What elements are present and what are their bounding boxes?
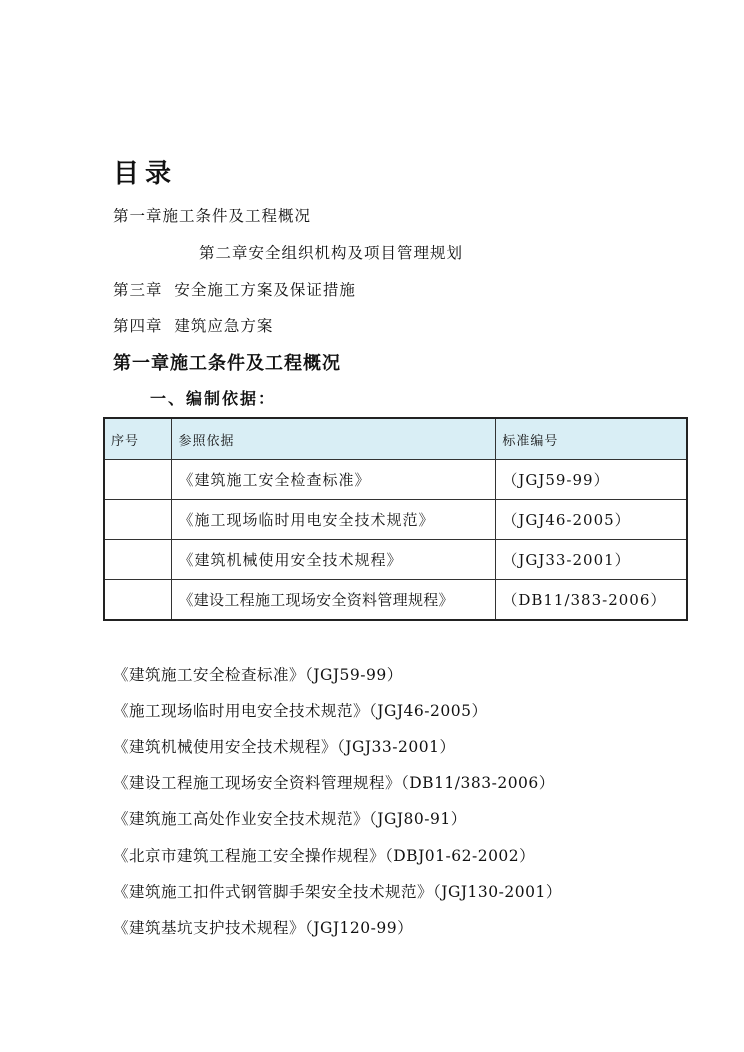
table-row [104,460,687,500]
cell-reference: 《建筑施工安全检查标准》 [172,460,496,500]
reference-line: 《建筑施工扣件式钢管脚手架安全技术规范》（JGJ130-2001） [113,883,562,901]
cell-standard-code: （DB11/383-2006） [496,580,687,621]
toc-item-chapter-2[interactable]: 第二章安全组织机构及项目管理规划 [199,244,464,262]
toc-title: 目录 [113,159,178,189]
header-reference: 参照依据 [172,418,496,460]
table-row [104,500,687,540]
cell-index [104,500,172,540]
toc-item-chapter-3[interactable]: 第三章 安全施工方案及保证措施 [113,281,356,299]
chapter-heading: 第一章施工条件及工程概况 [113,353,341,374]
reference-line: 《施工现场临时用电安全技术规范》（JGJ46-2005） [113,702,488,720]
reference-line: 《建筑施工高处作业安全技术规范》（JGJ80-91） [113,810,467,828]
cell-index [104,540,172,580]
cell-index [104,460,172,500]
table-header-row [104,418,687,460]
reference-line: 《建筑机械使用安全技术规程》（JGJ33-2001） [113,738,456,756]
reference-line: 《北京市建筑工程施工安全操作规程》（DBJ01-62-2002） [113,847,536,865]
standards-table [103,417,688,621]
toc-item-chapter-4[interactable]: 第四章 建筑应急方案 [113,317,274,335]
cell-standard-code: （JGJ59-99） [496,460,687,500]
cell-reference: 《建设工程施工现场安全资料管理规程》 [172,580,496,621]
header-index: 序号 [104,418,172,460]
cell-standard-code: （JGJ46-2005） [496,500,687,540]
header-standard-code: 标准编号 [496,418,687,460]
cell-index [104,580,172,621]
table-row [104,580,687,621]
reference-line: 《建设工程施工现场安全资料管理规程》（DB11/383-2006） [113,774,555,792]
section-heading: 一、编制依据： [150,389,277,408]
cell-reference: 《施工现场临时用电安全技术规范》 [172,500,496,540]
toc-item-chapter-1[interactable]: 第一章施工条件及工程概况 [113,207,312,225]
reference-line: 《建筑施工安全检查标准》（JGJ59-99） [113,666,403,684]
cell-standard-code: （JGJ33-2001） [496,540,687,580]
reference-line: 《建筑基坑支护技术规程》（JGJ120-99） [113,919,414,937]
table-row [104,540,687,580]
cell-reference: 《建筑机械使用安全技术规程》 [172,540,496,580]
